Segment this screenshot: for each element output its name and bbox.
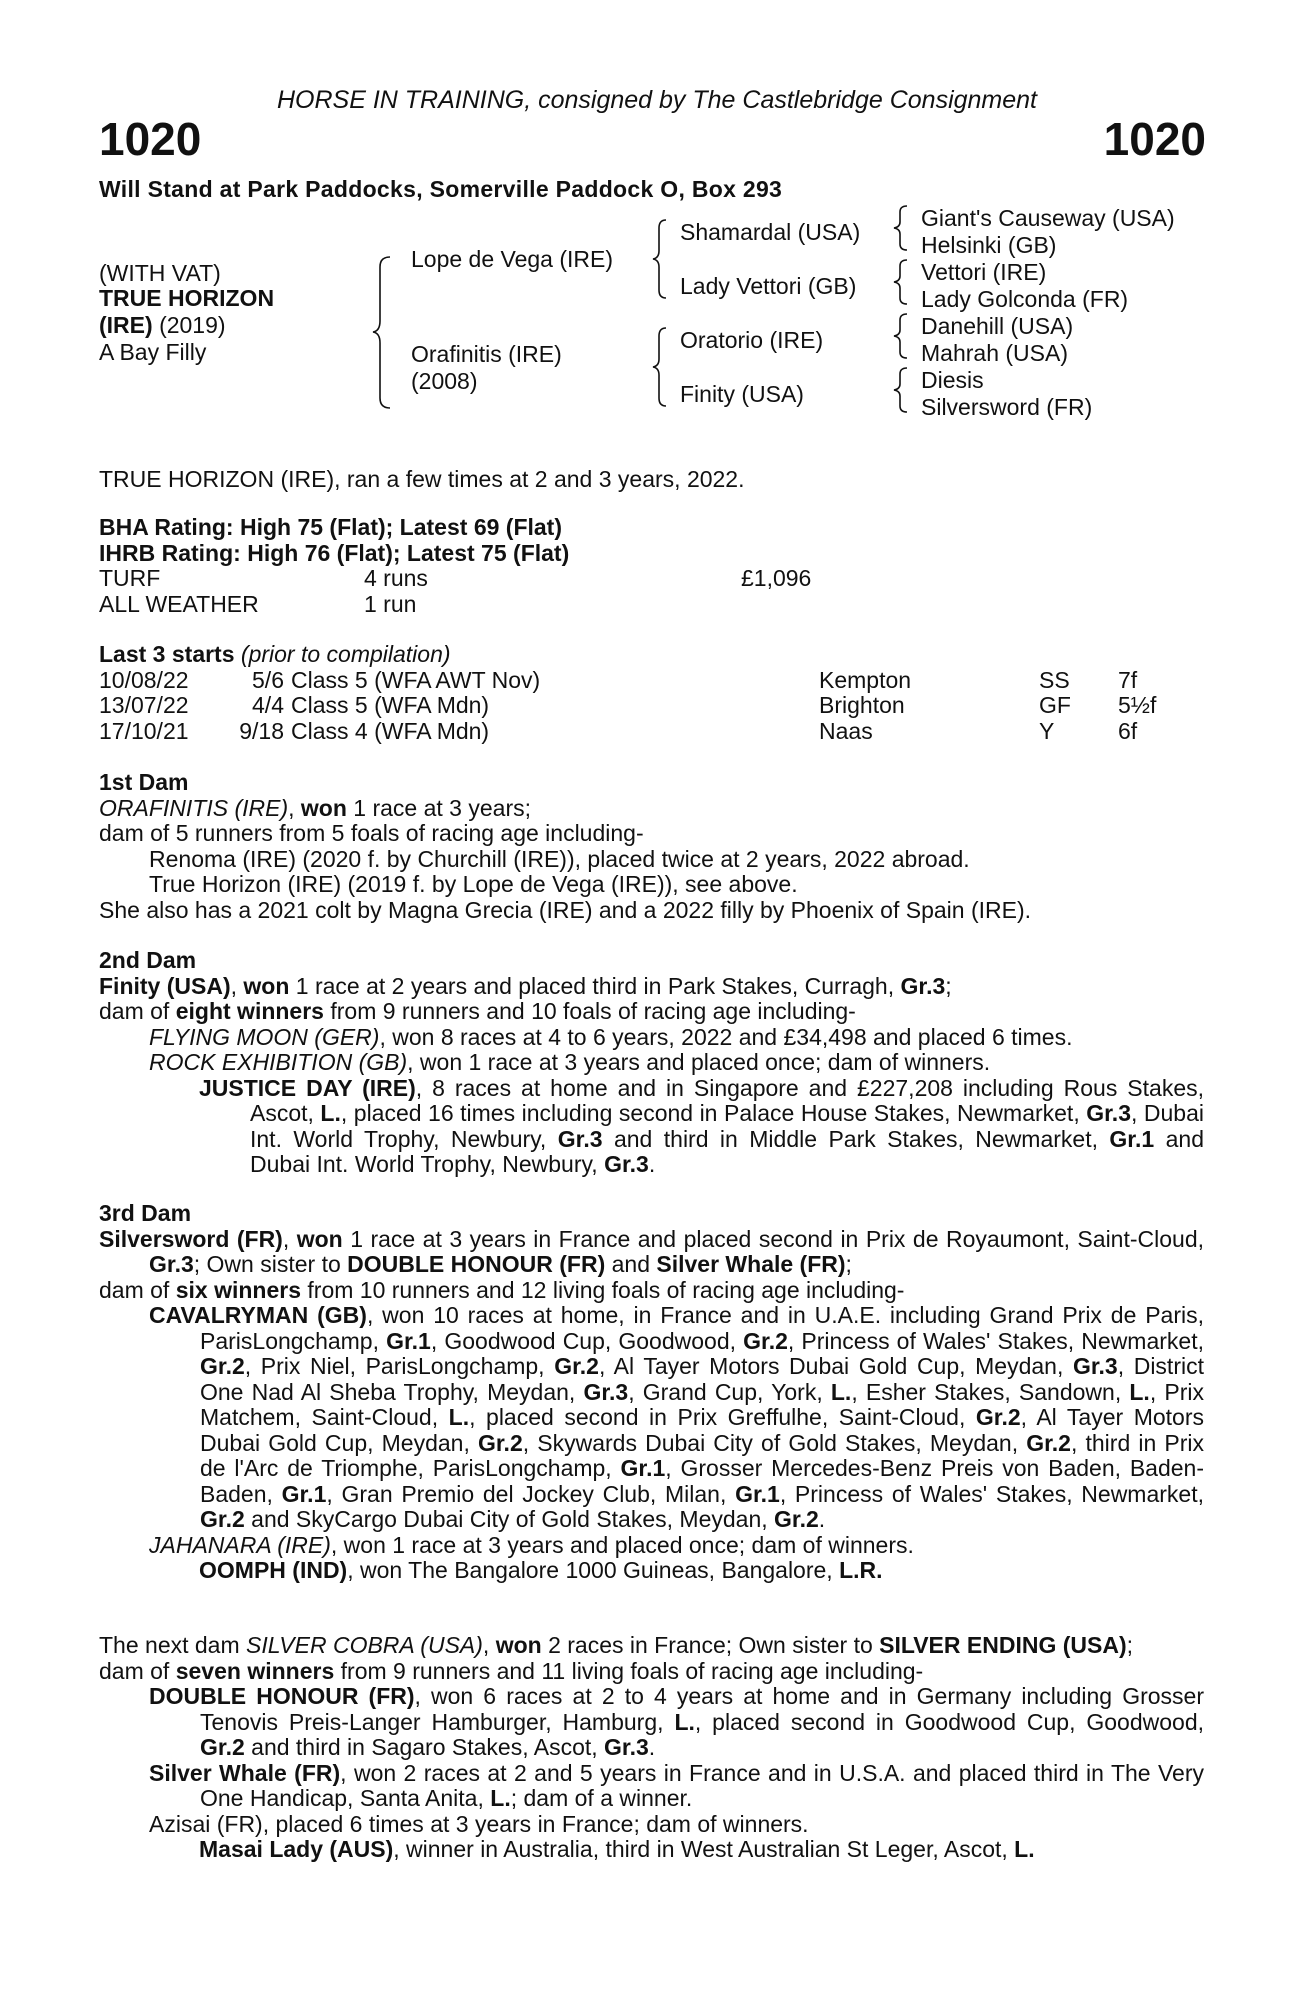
pedigree-dam: Orafinitis (IRE)	[411, 341, 562, 367]
lot-number-right: 1020	[1103, 113, 1206, 165]
start-dist: 7f	[1118, 666, 1138, 693]
vat-note: (WITH VAT)	[99, 260, 221, 286]
ihrb-rating: IHRB Rating: High 76 (Flat); Latest 75 (Flat)	[99, 539, 570, 566]
stand-location: Will Stand at Park Paddocks, Somerville Paddock O, Box 293	[99, 176, 783, 202]
start-race: Class 4 (WFA Mdn)	[291, 717, 490, 744]
pedigree-sds: Vettori (IRE)	[921, 259, 1047, 285]
pedigree-ss: Shamardal (USA)	[680, 219, 861, 245]
azisai-line: Azisai (FR), placed 6 times at 3 years in France; dam of winners.	[149, 1810, 809, 1837]
pedigree-dds: Diesis	[921, 367, 984, 393]
start-date: 13/07/22	[99, 692, 189, 718]
double-honour-line: DOUBLE HONOUR (FR), won 6 races at 2 to 4 years at home and in Germany including Grosser Tenovis Preis-Langer Hamburger, Hamburg, L., placed second in Goodwood Cup, Goodwood, Gr.2 and third in Sagaro Stakes, Ascot, Gr.3.	[149, 1683, 1205, 1760]
start-going: SS	[1039, 666, 1070, 693]
last-starts-block	[99, 642, 1204, 744]
pedigree-brace-main	[372, 255, 396, 410]
start-pos: 9/18	[239, 717, 284, 744]
third-dam-produce-intro: dam of six winners from 10 runners and 12 living foals of racing age including-	[99, 1276, 905, 1303]
horse-name: TRUE HORIZON	[99, 285, 275, 311]
start-course: Kempton	[819, 666, 912, 693]
aw-label: ALL WEATHER	[99, 590, 259, 617]
first-dam-note: She also has a 2021 colt by Magna Grecia (IRE) and a 2022 filly by Phoenix of Spain (IRE).	[99, 896, 1032, 923]
aw-runs: 1 run	[364, 590, 417, 617]
start-row	[99, 668, 1204, 694]
pedigree-dss: Danehill (USA)	[921, 313, 1074, 339]
bha-rating: BHA Rating: High 75 (Flat); Latest 69 (Flat)	[99, 514, 562, 540]
pedigree-dd: Finity (USA)	[680, 381, 804, 407]
first-dam-block	[99, 770, 1204, 923]
third-dam-block	[99, 1201, 1204, 1584]
pedigree-brace-dd	[893, 366, 911, 414]
pedigree-ssd: Helsinki (GB)	[921, 232, 1057, 258]
turf-row	[99, 566, 1204, 592]
start-course: Brighton	[819, 692, 905, 718]
start-date: 10/08/22	[99, 666, 189, 693]
start-going: GF	[1039, 692, 1071, 718]
first-dam-heading: 1st Dam	[99, 769, 189, 795]
start-date: 17/10/21	[99, 717, 189, 744]
third-dam-heading: 3rd Dam	[99, 1200, 192, 1226]
last-starts-heading: Last 3 starts (prior to compilation)	[99, 641, 451, 667]
start-pos: 4/4	[252, 692, 284, 718]
aw-row	[99, 592, 1204, 618]
start-row	[99, 693, 1204, 719]
turf-label: TURF	[99, 565, 161, 591]
pedigree-sss: Giant's Causeway (USA)	[921, 205, 1175, 231]
jahanara-line: JAHANARA (IRE), won 1 race at 3 years and placed once; dam of winners.	[149, 1531, 914, 1558]
start-course: Naas	[819, 717, 873, 744]
second-dam-produce-intro: dam of eight winners from 9 runners and 10 foals of racing age including-	[99, 998, 856, 1024]
pedigree-ds: Oratorio (IRE)	[680, 327, 824, 353]
horse-description: A Bay Filly	[99, 339, 207, 365]
start-race: Class 5 (WFA Mdn)	[291, 692, 490, 718]
starts-table	[99, 668, 1204, 745]
first-dam-produce-1: Renoma (IRE) (2020 f. by Churchill (IRE)), placed twice at 2 years, 2022 abroad.	[149, 845, 970, 872]
start-row	[99, 719, 1204, 745]
pedigree-brace-dam	[652, 326, 670, 408]
start-dist: 5½f	[1118, 692, 1157, 718]
pedigree-sire: Lope de Vega (IRE)	[411, 246, 614, 272]
start-pos: 5/6	[252, 666, 284, 693]
pedigree-sd: Lady Vettori (GB)	[680, 273, 857, 299]
next-dam-block	[99, 1633, 1204, 1863]
pedigree-ddd: Silversword (FR)	[921, 394, 1093, 420]
next-dam-line: The next dam SILVER COBRA (USA), won 2 races in France; Own sister to SILVER ENDING (USA);	[99, 1632, 1134, 1658]
cavalryman-line: CAVALRYMAN (GB), won 10 races at home, in France and in U.A.E. including Grand Prix de Paris, ParisLongchamp, Gr.1, Goodwood Cup, Goodwood, Gr.2, Princess of Wales' Stakes, Newmarket, Gr.2, Prix Niel, ParisLongchamp, Gr.2, Al Tayer Motors Dubai Gold Cup, Meydan, Gr.3, District One Nad Al Sheba Trophy, Meydan, Gr.3, Grand Cup, York, L., Esher Stakes, Sandown, L., Prix Matchem, Saint-Cloud, L., placed second in Prix Greffulhe, Saint-Cloud, Gr.2, Al Tayer Motors Dubai Gold Cup, Meydan, Gr.2, Skywards Dubai City of Gold Stakes, Meydan, Gr.2, third in Prix de l'Arc de Triomphe, ParisLongchamp, Gr.1, Grosser Mercedes-Benz Preis von Baden, Baden-Baden, Gr.1, Gran Premio del Jockey Club, Milan, Gr.1, Princess of Wales' Stakes, Newmarket, Gr.2 and SkyCargo Dubai City of Gold Stakes, Meydan, Gr.2.	[149, 1302, 1205, 1532]
ratings-block	[99, 515, 1204, 617]
rock-exhibition-line: ROCK EXHIBITION (GB), won 1 race at 3 years and placed once; dam of winners.	[149, 1049, 991, 1075]
oomph-line: OOMPH (IND), won The Bangalore 1000 Guineas, Bangalore, L.R.	[199, 1557, 883, 1583]
third-dam-line: Silversword (FR), won 1 race at 3 years in France and placed second in Prix de Royaumont, Saint-Cloud, Gr.3; Own sister to DOUBLE HONOUR (FR) and Silver Whale (FR);	[99, 1225, 1205, 1277]
turf-earnings: £1,096	[741, 565, 812, 591]
pedigree-dam-year: (2008)	[411, 368, 478, 394]
race-summary: TRUE HORIZON (IRE), ran a few times at 2 and 3 years, 2022.	[99, 466, 745, 492]
masai-lady-line: Masai Lady (AUS), winner in Australia, third in West Australian St Leger, Ascot, L.	[199, 1836, 1035, 1862]
pedigree-sdd: Lady Golconda (FR)	[921, 286, 1129, 312]
start-going: Y	[1039, 717, 1055, 744]
first-dam-produce-2: True Horizon (IRE) (2019 f. by Lope de Vega (IRE)), see above.	[149, 871, 798, 897]
start-race: Class 5 (WFA AWT Nov)	[291, 666, 541, 693]
pedigree-brace-sire	[652, 218, 670, 300]
second-dam-heading: 2nd Dam	[99, 947, 197, 973]
pedigree-brace-ss	[893, 204, 911, 252]
pedigree-brace-sd	[893, 258, 911, 306]
horse-name-line2: (IRE) (2019)	[99, 312, 226, 338]
pedigree-brace-ds	[893, 312, 911, 360]
first-dam-line: ORAFINITIS (IRE), won 1 race at 3 years;	[99, 794, 531, 821]
justice-day-line: JUSTICE DAY (IRE), 8 races at home and in Singapore and £227,208 including Rous Stakes, Ascot, L., placed 16 times including second in Palace House Stakes, Newmarket, Gr.3, Dubai Int. World Trophy, Newbury, Gr.3 and third in Middle Park Stakes, Newmarket, Gr.1 and Dubai Int. World Trophy, Newbury, Gr.3.	[199, 1074, 1204, 1177]
consignment-header: HORSE IN TRAINING, consigned by The Castlebridge Consignment	[276, 86, 1038, 114]
flying-moon-line: FLYING MOON (GER), won 8 races at 4 to 6 years, 2022 and £34,498 and placed 6 times.	[149, 1023, 1073, 1050]
start-dist: 6f	[1118, 717, 1138, 744]
second-dam-line: Finity (USA), won 1 race at 2 years and placed third in Park Stakes, Curragh, Gr.3;	[99, 972, 952, 999]
pedigree-dsd: Mahrah (USA)	[921, 340, 1068, 366]
silver-whale-line: Silver Whale (FR), won 2 races at 2 and 5 years in France and in U.S.A. and placed third in The Very One Handicap, Santa Anita, L.; dam of a winner.	[149, 1759, 1204, 1811]
turf-runs: 4 runs	[364, 565, 428, 591]
second-dam-block	[99, 948, 1204, 1178]
first-dam-produce-intro: dam of 5 runners from 5 foals of racing age including-	[99, 820, 644, 846]
next-dam-produce-intro: dam of seven winners from 9 runners and 11 living foals of racing age including-	[99, 1657, 924, 1684]
lot-number-left: 1020	[99, 113, 202, 165]
